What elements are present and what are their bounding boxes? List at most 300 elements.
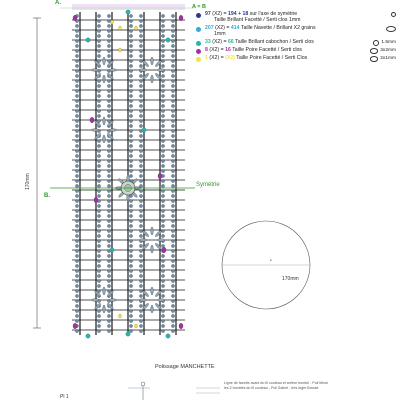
stone-brilliant: [139, 284, 142, 287]
stone-brilliant: [129, 239, 132, 242]
polish-note: les 2 bombés du fil couteau - Poli Satiné - très léger Brossé: [224, 385, 319, 390]
stone-size-label: 2x1mm: [380, 56, 396, 62]
stone-brilliant: [139, 109, 142, 112]
stone-brilliant: [171, 19, 174, 22]
stone-shape-icon: [391, 12, 396, 17]
stone-brilliant: [107, 14, 110, 17]
legend-row: [196, 26, 396, 38]
stone-brilliant: [75, 249, 78, 252]
stone-brilliant: [139, 154, 142, 157]
stone-brilliant: [129, 159, 132, 162]
stone-total: 66: [227, 39, 234, 46]
stone-brilliant: [161, 309, 164, 312]
stone-brilliant: [129, 84, 132, 87]
stone-brilliant: [129, 14, 132, 17]
stone-brilliant: [161, 269, 164, 272]
stone-brilliant: [97, 244, 100, 247]
stone-brilliant: [97, 174, 100, 177]
stone-brilliant: [161, 199, 164, 202]
legend-row: [196, 48, 396, 54]
stone-description: Taille Brillant cabochon / Serti clos: [235, 39, 314, 46]
stone-brilliant: [171, 44, 174, 47]
stone-description: Taille Navette / Brillant X2 grains: [240, 25, 316, 32]
stone-brilliant: [75, 214, 78, 217]
stone-brilliant: [75, 284, 78, 287]
stone-legend: [192, 4, 396, 62]
stone-brilliant: [107, 209, 110, 212]
stone-brilliant: [129, 214, 132, 217]
stone-brilliant: [139, 274, 142, 277]
stone-brilliant: [107, 39, 110, 42]
stone-brilliant: [129, 129, 132, 132]
stone-brilliant: [139, 289, 142, 292]
stone-brilliant: [97, 239, 100, 242]
stone-cabochon-teal: [142, 128, 146, 132]
stone-multiplier: (X2): [215, 25, 225, 32]
stone-brilliant: [129, 74, 132, 77]
stone-brilliant: [171, 69, 174, 72]
stone-brilliant: [129, 134, 132, 137]
stone-brilliant: [171, 299, 174, 302]
stone-brilliant: [171, 159, 174, 162]
stone-brilliant: [139, 224, 142, 227]
stone-shape-icon: [386, 26, 396, 32]
stone-navette: [155, 303, 162, 310]
stone-brilliant: [129, 244, 132, 247]
stone-brilliant: [75, 99, 78, 102]
legend-text: [205, 48, 367, 54]
stone-cabochon-teal: [126, 10, 130, 14]
stone-brilliant: [107, 234, 110, 237]
stone-brilliant: [171, 239, 174, 242]
stone-brilliant: [75, 224, 78, 227]
stone-brilliant: [97, 169, 100, 172]
stone-brilliant: [129, 34, 132, 37]
stone-brilliant: [171, 229, 174, 232]
stone-brilliant: [139, 294, 142, 297]
stone-brilliant: [75, 264, 78, 267]
stone-brilliant: [139, 229, 142, 232]
stone-brilliant: [171, 294, 174, 297]
stone-brilliant: [107, 144, 110, 147]
stone-pear-yellow: [135, 324, 138, 328]
stone-brilliant: [129, 109, 132, 112]
stone-brilliant: [139, 89, 142, 92]
stone-brilliant: [161, 224, 164, 227]
stone-brilliant: [171, 329, 174, 332]
stone-brilliant: [97, 144, 100, 147]
top-band: [72, 4, 185, 10]
stone-brilliant: [171, 269, 174, 272]
stone-navette: [109, 69, 117, 72]
stone-brilliant: [161, 54, 164, 57]
stone-brilliant: [161, 289, 164, 292]
stone-brilliant: [129, 229, 132, 232]
stone-brilliant: [171, 139, 174, 142]
stone-brilliant: [129, 164, 132, 167]
stone-color-swatch: [196, 57, 201, 62]
stone-brilliant: [107, 159, 110, 162]
stone-size-label: 1.5mm: [381, 40, 396, 46]
stone-brilliant: [129, 39, 132, 42]
stone-brilliant: [97, 89, 100, 92]
stone-brilliant: [97, 194, 100, 197]
stone-brilliant: [139, 49, 142, 52]
stone-color-swatch: [196, 49, 201, 54]
stone-brilliant: [97, 149, 100, 152]
stone-brilliant: [171, 259, 174, 262]
stone-brilliant: [75, 199, 78, 202]
stone-brilliant: [107, 164, 110, 167]
stone-navette: [142, 230, 149, 237]
stone-brilliant: [75, 44, 78, 47]
stone-navette: [142, 290, 149, 297]
stone-total: (X2): [225, 55, 235, 62]
stone-brilliant: [97, 274, 100, 277]
stone-brilliant: [75, 209, 78, 212]
stone-brilliant: [107, 84, 110, 87]
equals-sign: =: [219, 55, 226, 62]
polish-note: Ligne de facette avant du fil couteau et arrière bombé - Poli Miroir: [224, 381, 329, 385]
stone-brilliant: [139, 24, 142, 27]
stone-brilliant: [171, 284, 174, 287]
stone-brilliant: [75, 34, 78, 37]
stone-brilliant: [107, 319, 110, 322]
legend-rows: [196, 12, 396, 62]
stone-navette: [103, 117, 106, 125]
stone-brilliant: [139, 324, 142, 327]
stone-brilliant: [171, 89, 174, 92]
stone-brilliant: [129, 59, 132, 62]
stone-brilliant: [171, 199, 174, 202]
stone-brilliant: [97, 54, 100, 57]
stone-brilliant: [139, 179, 142, 182]
stone-description: Taille Poire Facetté / Serti Clos: [236, 55, 308, 62]
stone-brilliant: [107, 274, 110, 277]
stone-brilliant: [75, 159, 78, 162]
stone-brilliant: [107, 44, 110, 47]
stone-multiplier: (X2): [209, 47, 220, 54]
stone-brilliant: [107, 204, 110, 207]
stone-brilliant: [129, 304, 132, 307]
stone-navette: [142, 243, 149, 250]
stone-brilliant: [129, 44, 132, 47]
stone-brilliant: [75, 239, 78, 242]
stone-navette: [91, 299, 99, 302]
stone-navette: [103, 57, 106, 65]
stone-brilliant: [129, 204, 132, 207]
stone-description: Taille Poire Facetté / Serti clos: [232, 47, 302, 54]
stone-brilliant: [129, 279, 132, 282]
height-dimension: [33, 18, 41, 328]
stone-brilliant: [129, 119, 132, 122]
marker-b: B.: [44, 193, 50, 199]
stone-brilliant: [97, 139, 100, 142]
stone-brilliant: [75, 319, 78, 322]
stone-brilliant: [75, 64, 78, 67]
stone-brilliant: [171, 279, 174, 282]
stone-brilliant: [97, 159, 100, 162]
stone-brilliant: [97, 29, 100, 32]
stone-brilliant: [139, 74, 142, 77]
stone-brilliant: [107, 19, 110, 22]
stone-brilliant: [139, 204, 142, 207]
stone-brilliant: [97, 84, 100, 87]
stone-brilliant: [161, 14, 164, 17]
equals-sign: =: [219, 47, 226, 54]
stone-navette: [103, 135, 106, 143]
polish-notes: [224, 381, 328, 391]
stone-navette: [103, 287, 106, 295]
stone-pear-purple: [90, 117, 94, 123]
stone-brilliant: [107, 169, 110, 172]
stone-brilliant: [107, 94, 110, 97]
stone-cabochon-teal: [110, 248, 114, 252]
stone-navette: [139, 69, 147, 72]
stone-navette: [155, 230, 162, 237]
stone-brilliant: [129, 219, 132, 222]
stone-brilliant: [161, 194, 164, 197]
stone-brilliant: [129, 319, 132, 322]
stone-multiplier: (X2): [212, 11, 223, 18]
stone-brilliant: [161, 304, 164, 307]
stone-brilliant: [129, 249, 132, 252]
stone-brilliant: [97, 189, 100, 192]
stone-navette: [91, 129, 99, 132]
stone-brilliant: [161, 124, 164, 127]
stone-brilliant: [171, 84, 174, 87]
stone-brilliant: [75, 204, 78, 207]
stone-brilliant: [161, 104, 164, 107]
stone-pear-purple: [179, 15, 183, 21]
stone-brilliant: [97, 99, 100, 102]
stone-brilliant: [75, 189, 78, 192]
stone-brilliant: [161, 49, 164, 52]
stone-brilliant: [161, 219, 164, 222]
stone-brilliant: [171, 114, 174, 117]
stone-brilliant: [161, 214, 164, 217]
stone-brilliant: [171, 324, 174, 327]
equals-sign: =: [224, 25, 231, 32]
stone-brilliant: [129, 274, 132, 277]
stone-count: 1: [205, 55, 208, 62]
stone-brilliant: [129, 29, 132, 32]
stone-cabochon-teal: [126, 332, 130, 336]
stone-brilliant: [97, 229, 100, 232]
stone-brilliant: [129, 99, 132, 102]
stone-brilliant: [171, 304, 174, 307]
stone-brilliant: [161, 109, 164, 112]
stone-brilliant: [107, 264, 110, 267]
stone-brilliant: [161, 94, 164, 97]
stone-brilliant: [161, 189, 164, 192]
equals-sign: =: [222, 11, 228, 18]
stone-brilliant: [161, 129, 164, 132]
stone-brilliant: [161, 139, 164, 142]
stone-shape-icon: [370, 48, 396, 54]
stone-brilliant: [107, 104, 110, 107]
stone-brilliant: [129, 49, 132, 52]
stone-brilliant: [139, 134, 142, 137]
stone-brilliant: [75, 179, 78, 182]
stone-brilliant: [139, 39, 142, 42]
stone-brilliant: [161, 154, 164, 157]
stone-brilliant: [171, 164, 174, 167]
stone-navette: [139, 299, 147, 302]
stone-brilliant: [171, 144, 174, 147]
stone-brilliant: [75, 114, 78, 117]
stone-brilliant: [107, 174, 110, 177]
stone-brilliant: [161, 39, 164, 42]
stone-brilliant: [75, 289, 78, 292]
stone-brilliant: [97, 214, 100, 217]
stone-brilliant: [161, 74, 164, 77]
stone-pear-purple: [94, 197, 98, 203]
stone-brilliant: [129, 144, 132, 147]
stone-brilliant: [161, 259, 164, 262]
stone-brilliant: [107, 254, 110, 257]
stone-brilliant: [161, 314, 164, 317]
stone-brilliant: [161, 184, 164, 187]
stone-navette: [151, 227, 154, 235]
stone-brilliant: [97, 284, 100, 287]
stone-brilliant: [161, 144, 164, 147]
stone-brilliant: [97, 234, 100, 237]
stone-brilliant: [107, 279, 110, 282]
stone-navette: [142, 60, 149, 67]
stone-brilliant: [75, 29, 78, 32]
stone-brilliant: [171, 204, 174, 207]
stone-brilliant: [139, 254, 142, 257]
stone-brilliant: [129, 329, 132, 332]
stone-brilliant: [139, 234, 142, 237]
stone-brilliant: [171, 264, 174, 267]
stone-brilliant: [171, 94, 174, 97]
stone-brilliant: [171, 149, 174, 152]
stone-brilliant: [97, 104, 100, 107]
stone-navette: [151, 245, 154, 253]
stone-brilliant: [171, 309, 174, 312]
stone-brilliant: [171, 244, 174, 247]
stone-brilliant: [107, 139, 110, 142]
stone-brilliant: [161, 34, 164, 37]
stone-pear-purple: [73, 15, 77, 21]
stone-brilliant: [97, 179, 100, 182]
stone-shape-icon: [373, 40, 396, 46]
stone-brilliant: [139, 79, 142, 82]
stone-brilliant: [107, 79, 110, 82]
stone-brilliant: [139, 259, 142, 262]
stone-brilliant: [129, 24, 132, 27]
stone-brilliant: [97, 114, 100, 117]
stone-navette: [157, 299, 165, 302]
stone-pear-yellow: [119, 26, 122, 30]
cuff-bracelet-drawing: [72, 4, 185, 338]
stone-brilliant: [129, 69, 132, 72]
stone-brilliant: [161, 59, 164, 62]
stone-brilliant: [129, 294, 132, 297]
stone-brilliant: [107, 49, 110, 52]
stone-brilliant: [171, 189, 174, 192]
stone-brilliant: [139, 164, 142, 167]
stone-navette: [109, 299, 117, 302]
stone-brilliant: [129, 89, 132, 92]
stone-brilliant: [161, 179, 164, 182]
stone-brilliant: [107, 219, 110, 222]
stone-brilliant: [139, 194, 142, 197]
stone-color-swatch: [196, 13, 201, 18]
stone-brilliant: [171, 274, 174, 277]
marker-a: A.: [55, 0, 61, 6]
stone-navette: [151, 75, 154, 83]
stone-brilliant: [171, 169, 174, 172]
stone-brilliant: [171, 104, 174, 107]
bottom-left-label: Pl 1: [60, 394, 69, 400]
stone-brilliant: [107, 29, 110, 32]
circle-center-mark: •: [270, 258, 272, 264]
stone-pear-yellow: [135, 26, 138, 30]
stone-brilliant: [75, 79, 78, 82]
stone-brilliant: [107, 244, 110, 247]
stone-navette: [155, 60, 162, 67]
stone-brilliant: [75, 84, 78, 87]
stone-brilliant: [139, 34, 142, 37]
stone-brilliant: [97, 259, 100, 262]
stone-brilliant: [97, 264, 100, 267]
stone-brilliant: [129, 104, 132, 107]
stone-brilliant: [97, 249, 100, 252]
stone-navette: [157, 69, 165, 72]
stone-brilliant: [161, 159, 164, 162]
stone-brilliant: [107, 329, 110, 332]
stone-brilliant: [139, 279, 142, 282]
stone-brilliant: [171, 289, 174, 292]
stone-pear-purple: [158, 173, 162, 179]
stone-brilliant: [171, 224, 174, 227]
stone-brilliant: [75, 94, 78, 97]
stone-brilliant: [171, 319, 174, 322]
stone-pear-yellow: [119, 48, 122, 52]
stone-brilliant: [171, 249, 174, 252]
stone-brilliant: [161, 204, 164, 207]
stone-brilliant: [75, 174, 78, 177]
stone-brilliant: [107, 284, 110, 287]
stone-brilliant: [161, 319, 164, 322]
stone-brilliant: [97, 324, 100, 327]
stone-brilliant: [107, 154, 110, 157]
stone-brilliant: [107, 34, 110, 37]
stone-brilliant: [171, 219, 174, 222]
stone-brilliant: [171, 214, 174, 217]
stone-brilliant: [171, 14, 174, 17]
stone-brilliant: [107, 99, 110, 102]
stone-brilliant: [75, 69, 78, 72]
stone-brilliant: [107, 199, 110, 202]
stone-brilliant: [107, 314, 110, 317]
stone-subdescription: 1mm: [214, 31, 226, 38]
stone-brilliant: [129, 209, 132, 212]
stone-brilliant: [75, 219, 78, 222]
stone-brilliant: [75, 134, 78, 137]
stone-brilliant: [75, 314, 78, 317]
stone-navette: [142, 303, 149, 310]
stone-brilliant: [139, 244, 142, 247]
legend-text: [205, 12, 388, 24]
stone-multiplier: (X2): [212, 39, 223, 46]
stone-brilliant: [129, 289, 132, 292]
legend-row: [196, 40, 396, 46]
stone-brilliant: [75, 119, 78, 122]
